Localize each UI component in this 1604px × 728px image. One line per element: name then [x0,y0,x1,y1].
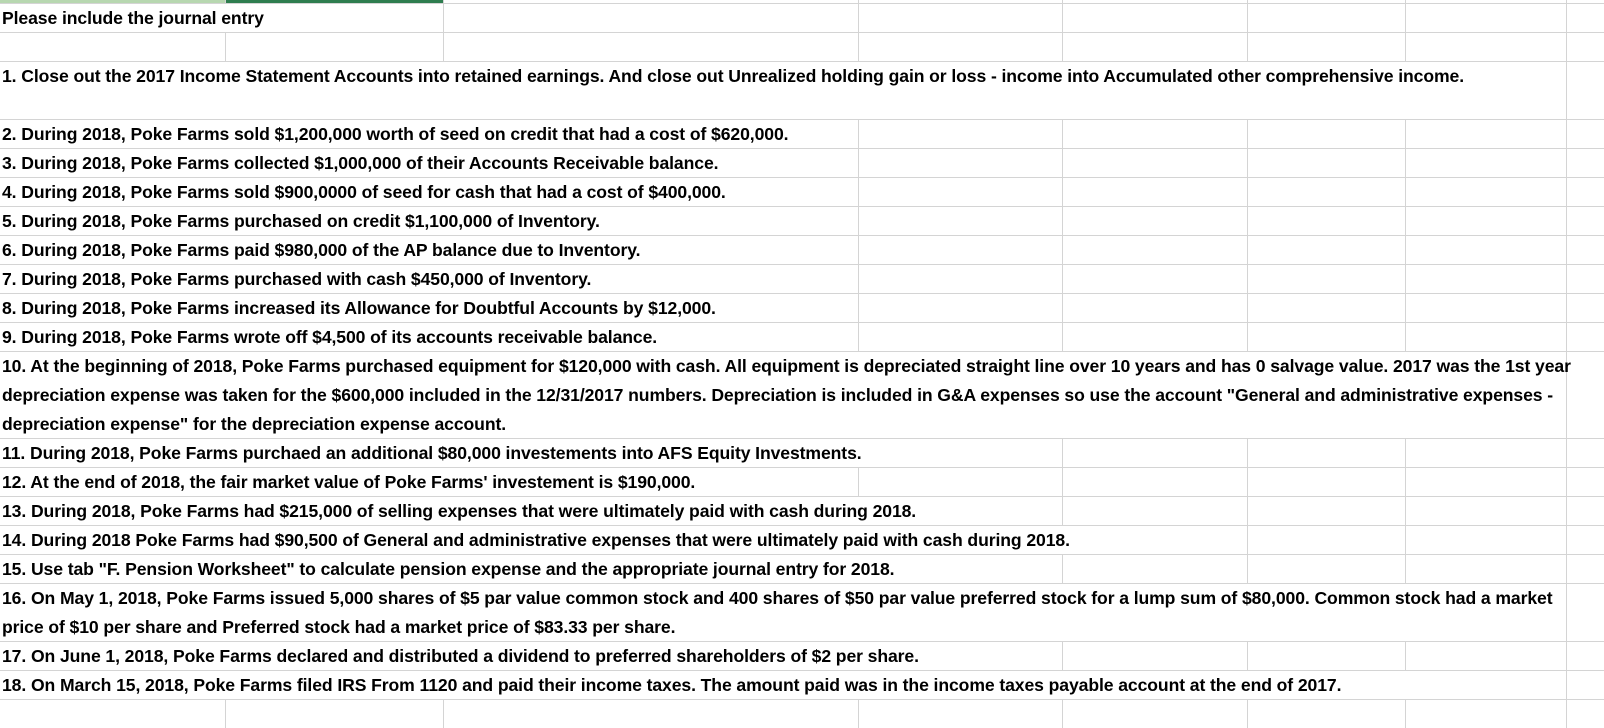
cell-instruction-5[interactable] [0,207,1604,235]
cell-instruction-7[interactable] [0,265,1604,293]
instruction-text: 16. On May 1, 2018, Poke Farms issued 5,000 shares of $5 par value common stock and 400 shares of $50 par value preferred stock for a lump sum of $80,000. Common stock had a market price of $10 per share and Preferred stock had a market price of $83.33 per share. [2,588,1553,637]
instruction-text: 15. Use tab "F. Pension Worksheet" to calculate pension expense and the appropriate journal entry for 2018. [2,559,895,579]
instruction-text: 4. During 2018, Poke Farms sold $900,0000 of seed for cash that had a cost of $400,000. [2,182,726,202]
cell-instruction-1[interactable] [0,62,1604,119]
instruction-text: 18. On March 15, 2018, Poke Farms filed IRS From 1120 and paid their income taxes. The amount paid was in the income taxes payable account at the end of 2017. [2,675,1342,695]
instruction-text: 13. During 2018, Poke Farms had $215,000 of selling expenses that were ultimately paid with cash during 2018. [2,501,917,521]
cell-instruction-4[interactable] [0,178,1604,206]
cell-instruction-8[interactable] [0,294,1604,322]
cell-instruction-11[interactable] [0,439,1604,467]
instruction-text: 3. During 2018, Poke Farms collected $1,000,000 of their Accounts Receivable balance. [2,153,719,173]
cell-instruction-12[interactable] [0,468,1604,496]
instruction-text: 8. During 2018, Poke Farms increased its Allowance for Doubtful Accounts by $12,000. [2,298,716,318]
cell-instruction-9[interactable] [0,323,1604,351]
instruction-text: 5. During 2018, Poke Farms purchased on credit $1,100,000 of Inventory. [2,211,600,231]
instruction-text: 12. At the end of 2018, the fair market value of Poke Farms' investement is $190,000. [2,472,696,492]
cell-instruction-13[interactable] [0,497,1604,525]
instruction-text: 7. During 2018, Poke Farms purchased with cash $450,000 of Inventory. [2,269,592,289]
instruction-text: 14. During 2018 Poke Farms had $90,500 of General and administrative expenses that were ultimately paid with cash during 2018. [2,530,1070,550]
cell-instruction-3[interactable] [0,149,1604,177]
cell-instruction-18[interactable] [0,671,1604,699]
header-note-text: Please include the journal entry [2,8,264,28]
instruction-text: 6. During 2018, Poke Farms paid $980,000 of the AP balance due to Inventory. [2,240,641,260]
instruction-text: 17. On June 1, 2018, Poke Farms declared and distributed a dividend to preferred shareholders of $2 per share. [2,646,919,666]
cell-instruction-16[interactable] [0,584,1604,641]
instruction-text: 11. During 2018, Poke Farms purchaed an additional $80,000 investements into AFS Equity Investments. [2,443,862,463]
cell-instruction-10[interactable] [0,352,1604,438]
cell-instruction-15[interactable] [0,555,1604,583]
instruction-text: 9. During 2018, Poke Farms wrote off $4,500 of its accounts receivable balance. [2,327,658,347]
instruction-text: 1. Close out the 2017 Income Statement Accounts into retained earnings. And close out Unrealized holding gain or loss - income into Accumulated other comprehensive income. [2,66,1465,86]
cell-instruction-17[interactable] [0,642,1604,670]
instruction-text: 10. At the beginning of 2018, Poke Farms purchased equipment for $120,000 with cash. All equipment is depreciated straight line over 10 years and has 0 salvage value. 2017 was the 1st year depreciation expense was taken for the $600,000 included in the 12/31/2017 numbers. Depreciation is included in G&A expenses so use the account "General and administrative expenses - depreciation expense" for the depreciation expense account. [2,356,1571,434]
instruction-text: 2. During 2018, Poke Farms sold $1,200,000 worth of seed on credit that had a cost of $620,000. [2,124,789,144]
cell-header-note[interactable] [0,4,1604,32]
cell-instruction-6[interactable] [0,236,1604,264]
cell-instruction-2[interactable] [0,120,1604,148]
cell-instruction-14[interactable] [0,526,1604,554]
